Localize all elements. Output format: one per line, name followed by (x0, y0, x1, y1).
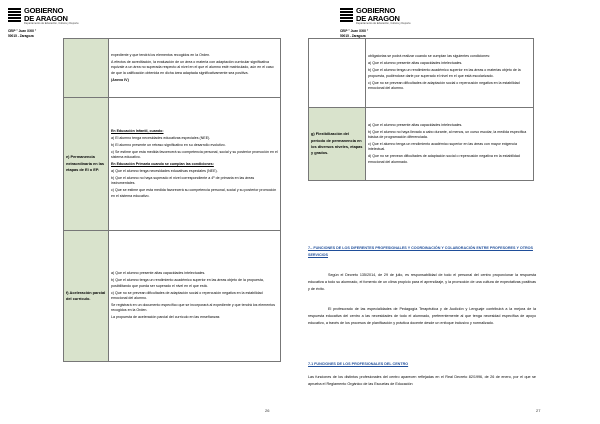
table-row (64, 231, 281, 362)
measures-table-left (63, 38, 281, 362)
row-label: e) Permanencia extraordinaria en las etapas de EI o EP. (64, 98, 109, 231)
text-line: a) Que el alumno tenga necesidades educativas especiales (NEE). (111, 169, 218, 174)
text-line: En Educación Primaria cuando se cumplan las condiciones: (111, 162, 214, 167)
table-row (309, 108, 534, 181)
school-name: CEIP " Juan XXIII " (8, 29, 37, 33)
section-heading: 7.- FUNCIONES DE LOS DIFERENTES PROFESIONALES Y COORDINACIÓN Y COLABORACIÓN ENTRE PROFESORES Y OTROS SERVICIOS (308, 246, 533, 257)
paragraph-teachers: El profesorado de las especialidades de Pedagogía Terapéutica y de Audición y Lenguaje contribuirá a la mejora de la respuesta educativa del centro a las necesidades de todo el alumnado, preferentemente al que tenga necesidad específica de apoyo educativo, a través de los procesos de planificación y práctica docente desde un enfoque inclusivo y normalizado. (308, 307, 536, 325)
text-line: expediente y que tendrá los elementos recogidos en la Orden. (111, 52, 211, 57)
table-row (64, 39, 281, 98)
table-row (309, 39, 534, 108)
logo-subtitle: Departamento de Educación, Cultura y Deporte (24, 22, 79, 25)
page-number: 27 (536, 408, 541, 413)
row-label (64, 39, 109, 98)
text-line: b) El alumno presente un retraso significativo en su desarrollo evolutivo. (111, 142, 226, 147)
text-line: a) Que el alumno presente altas capacidades intelectuales. (111, 271, 206, 276)
logo-line2: DE ARAGON (24, 13, 68, 23)
aragon-emblem-icon (8, 8, 21, 23)
text-line: b) Que el alumno no haya llevado a cabo durante, al menos, un curso escolar, la medida específica básica de programación diferenciada. (368, 129, 527, 140)
gobierno-aragon-logo (340, 7, 411, 26)
logo-line1: GOBIERNO (24, 6, 64, 15)
row-content (109, 231, 281, 362)
text-line: La propuesta de aceleración parcial del currículo en las enseñanzas (111, 315, 220, 320)
text-line: c) Se estime que esta medida favorecerá su competencia personal, social y su posterior promoción en el sistema educativo. (111, 149, 278, 160)
page-number: 26 (265, 408, 270, 413)
text-line: b) Que el alumno no haya superado el nivel correspondiente a 4º de primaria en las áreas instrumentales. (111, 176, 255, 186)
row-content (366, 39, 534, 108)
row-label (309, 39, 366, 108)
row-content (109, 39, 281, 98)
text-line: c) Que se estime que esta medida favorecerá su competencia personal, social y su posterior promoción en el sistema educativo. (111, 188, 277, 198)
text-line: c) Que no se prevean dificultades de adaptación social o repercusión negativa en la estabilidad emocional del alumno. (111, 290, 263, 300)
paragraph-functions: Las funciones de los distintos profesionales del centro aparecen reflejadas en el Real Decreto 82/1996, de 26 de enero, por el que se aprueba el Reglamento Orgánico de las Escuelas de Educación (308, 375, 536, 386)
school-postcode: 50015 - Zaragoza (340, 33, 366, 38)
text-line: (Anexo IV) (111, 77, 129, 82)
text-line: a) Que el alumno presente altas capacidades intelectuales. (368, 61, 463, 66)
aragon-emblem-icon (340, 8, 353, 23)
text-line: b) Que el alumno tenga un rendimiento académico superior en las áreas objeto de la propuesta, posibilitando que pueda ser superado el nivel en el que está. (111, 278, 264, 288)
text-line: En Educación Infantil, cuando: (111, 128, 164, 133)
logo-subtitle: Departamento de Educación, Cultura y Deporte (356, 22, 411, 25)
text-line: Se registrará en un documento específico que se incorporará al expediente y que tendrá los elementos recogidos en la Orden. (111, 302, 276, 313)
text-line: A efectos de acreditación, la evaluación de un área o materia con adaptación curricular significativa equivale a un área no superada respecto al nivel en el que el alumno esté matriculado, aún en el caso de que la calificación obtenida en dicha área adaptada significativamente sea positiva. (111, 59, 274, 75)
logo-line1: GOBIERNO (356, 6, 396, 15)
row-label: f) Aceleración parcial del currículo. (64, 231, 109, 362)
gobierno-aragon-logo (8, 7, 79, 26)
right-page (300, 0, 600, 424)
logo-line2: DE ARAGON (356, 13, 400, 23)
text-line: b) Que el alumno tenga un rendimiento académico superior en las áreas o materias objeto de la propuesta, pudiéndose darle por superado el nivel en el que está escolarizado. (368, 68, 521, 78)
row-content (109, 98, 281, 231)
text-line: a) Que el alumno presente altas capacidades intelectuales. (368, 122, 463, 127)
measures-table-right (308, 38, 534, 181)
row-content (366, 108, 534, 181)
table-row (64, 98, 281, 231)
school-name: CEIP " Juan XXIII " (340, 29, 369, 33)
paragraph-decree: Según el Decreto 135/2014, de 29 de julio, es responsabilidad de todo el personal del centro proporcionar la respuesta educativa a todo su alumnado, el fomento de un clima propicio para el aprendizaje, y la promoción de una cultura de expectativas positivas y de éxito. (308, 273, 536, 291)
text-line: obligatorias se podrá realizar cuando se cumplan las siguientes condiciones: (368, 54, 491, 59)
text-line: d) Que no se prevean dificultades de adaptación social o repercusión negativa en la estabilidad emocional del alumnado. (368, 154, 520, 164)
text-line: c) Que el alumno tenga un rendimiento académico superior en las áreas con mayor exigencia intelectual. (368, 142, 518, 152)
school-postcode: 50015 - Zaragoza (8, 33, 34, 38)
sub-heading: 7.1 FUNCIONES DE LOS PROFESIONALES DEL CENTRO (308, 362, 409, 366)
row-label: g) Flexibilización del período de permanencia en los diversos niveles, etapas y grados. (309, 108, 366, 181)
text-line: a) El alumno tenga necesidades educativas especiales (NEE). (111, 135, 211, 140)
school-meta (8, 29, 36, 39)
text-line: c) Que no se prevean dificultades de adaptación social o repercusión negativa en la estabilidad emocional del alumno. (368, 80, 520, 91)
